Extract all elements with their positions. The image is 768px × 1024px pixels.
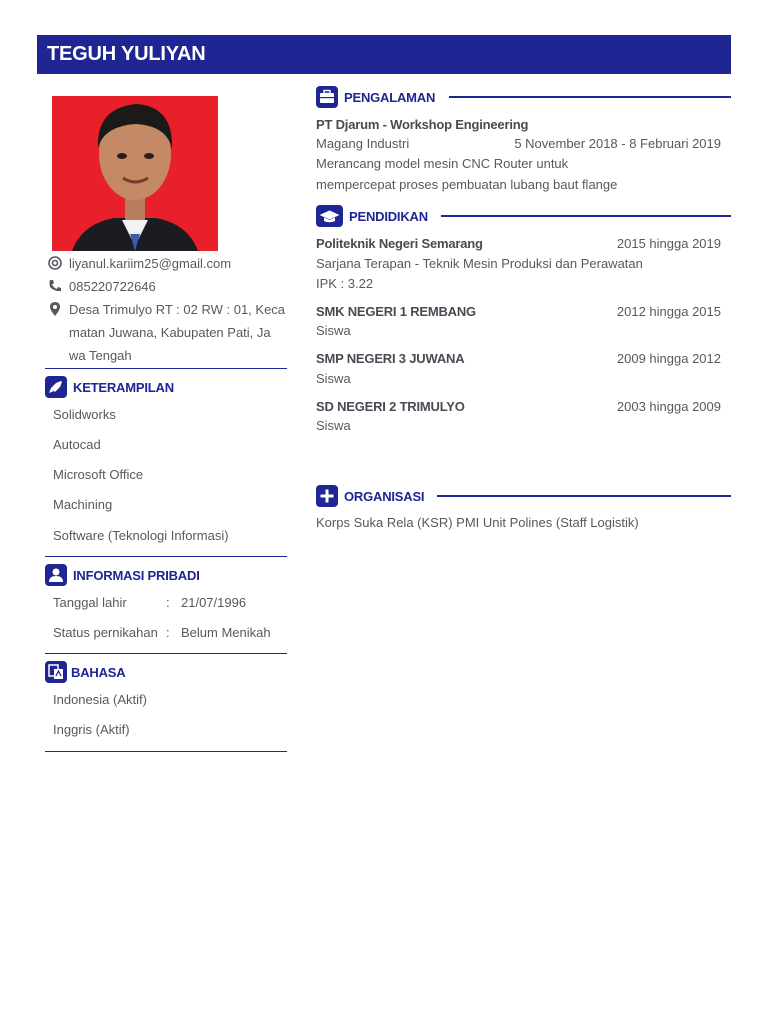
education-status: Siswa <box>316 323 351 338</box>
profile-photo <box>52 96 218 251</box>
section-rule <box>441 215 731 217</box>
experience-company: PT Djarum - Workshop Engineering <box>316 117 529 132</box>
education-school: SD NEGERI 2 TRIMULYO <box>316 399 465 414</box>
divider <box>45 368 287 369</box>
skill-item: Machining <box>53 497 113 512</box>
languages-title: BAHASA <box>71 665 126 680</box>
organization-title: ORGANISASI <box>344 489 425 504</box>
education-gpa: IPK : 3.22 <box>316 276 374 291</box>
education-school: SMK NEGERI 1 REMBANG <box>316 304 476 319</box>
candidate-name: TEGUH YULIYAN <box>47 43 206 65</box>
skill-item: Microsoft Office <box>53 467 144 482</box>
field-separator: : <box>166 625 170 640</box>
phone-icon <box>47 278 63 294</box>
education-degree: Sarjana Terapan - Teknik Mesin Produksi dan Perawatan <box>316 256 643 271</box>
contact-address <box>47 298 297 368</box>
rocket-icon <box>45 376 67 398</box>
organization-item: Korps Suka Rela (KSR) PMI Unit Polines (Staff Logistik) <box>316 515 639 530</box>
section-rule <box>437 495 731 497</box>
divider <box>45 556 287 557</box>
education-school: SMP NEGERI 3 JUWANA <box>316 351 465 366</box>
personal-title: INFORMASI PRIBADI <box>73 568 200 583</box>
email-text: liyanul.kariim25@gmail.com <box>69 256 232 271</box>
phone-text: 085220722646 <box>69 279 156 294</box>
skill-item: Software (Teknologi Informasi) <box>53 528 229 543</box>
education-period: 2009 hingga 2012 <box>616 351 721 366</box>
language-item: Indonesia (Aktif) <box>53 692 147 707</box>
skill-item: Autocad <box>53 437 101 452</box>
experience-title: PENGALAMAN <box>344 90 436 105</box>
education-school: Politeknik Negeri Semarang <box>316 236 483 251</box>
birthdate-value: 21/07/1996 <box>181 595 247 610</box>
address-line-1: Desa Trimulyo RT : 02 RW : 01, Keca <box>69 302 286 317</box>
marital-value: Belum Menikah <box>181 625 271 640</box>
experience-desc-line-1: Merancang model mesin CNC Router untuk <box>316 156 569 171</box>
address-line-2: matan Juwana, Kabupaten Pati, Ja <box>69 325 271 340</box>
contact-email <box>47 252 297 276</box>
education-period: 2012 hingga 2015 <box>616 304 721 319</box>
education-period: 2003 hingga 2009 <box>616 399 721 414</box>
education-period: 2015 hingga 2019 <box>616 236 721 251</box>
language-item: Inggris (Aktif) <box>53 722 130 737</box>
divider <box>45 653 287 654</box>
at-icon <box>47 255 63 271</box>
briefcase-icon <box>316 86 338 108</box>
experience-period: 5 November 2018 - 8 Februari 2019 <box>514 136 721 151</box>
skill-item: Solidworks <box>53 407 116 422</box>
education-status: Siswa <box>316 418 351 433</box>
marital-label: Status pernikahan <box>53 625 158 640</box>
education-status: Siswa <box>316 371 351 386</box>
header-bar <box>37 35 731 74</box>
contact-phone <box>47 275 297 299</box>
address-line-3: wa Tengah <box>69 348 132 363</box>
plus-icon <box>316 485 338 507</box>
graduation-cap-icon <box>316 205 343 227</box>
education-title: PENDIDIKAN <box>349 209 428 224</box>
skills-title: KETERAMPILAN <box>73 380 174 395</box>
field-separator: : <box>166 595 170 610</box>
experience-role: Magang Industri <box>316 136 410 151</box>
location-pin-icon <box>47 301 63 317</box>
person-icon <box>45 564 67 586</box>
experience-desc-line-2: mempercepat proses pembuatan lubang baut flange <box>316 177 618 192</box>
birthdate-label: Tanggal lahir <box>53 595 127 610</box>
section-rule <box>449 96 731 98</box>
divider <box>45 751 287 752</box>
translate-icon <box>45 661 67 683</box>
